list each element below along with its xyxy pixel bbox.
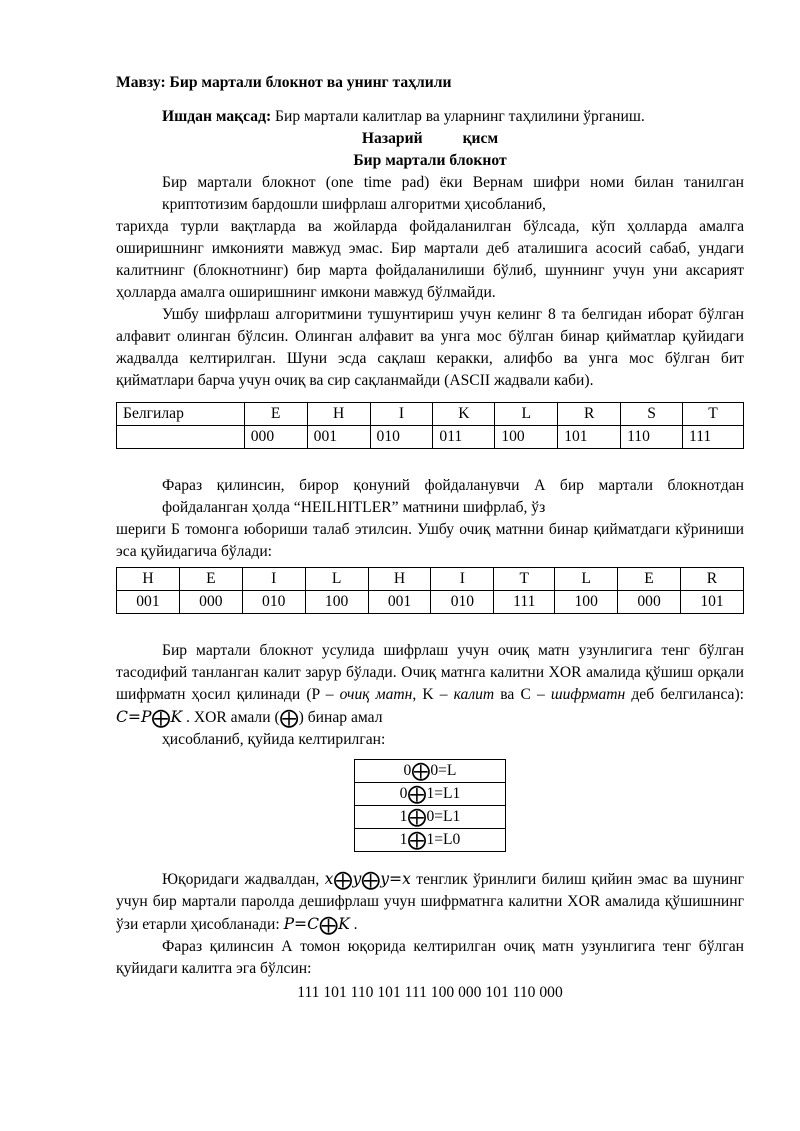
xor-table-wrapper [116, 759, 744, 852]
xor-symbol: ⨁ [279, 707, 299, 729]
objective-paragraph [116, 106, 744, 128]
table-cell: 0⨁1=L1 [355, 783, 506, 806]
table-row [355, 806, 506, 829]
table-cell: L [495, 403, 558, 426]
table-cell: 000 [618, 591, 681, 614]
para4-tail: ҳисобланиб, қуйида келтирилган: [162, 731, 386, 748]
para4-text-b: , K – [412, 686, 454, 703]
plaintext-table [116, 567, 744, 614]
topic-title: Мавзу: Бир мартали блокнот ва унинг таҳлили [116, 74, 452, 91]
objective-label: Ишдан мақсад: [162, 108, 272, 125]
table-row [355, 783, 506, 806]
para4-text-a: Бир мартали блокнот усулида шифрлаш учун очиқ матн узунлигига тенг бўлган тасодифий танланган калит зарур бўлади. Очиқ матнга калитни XOR амалида қўшиш орқали шифрматн ҳосил қилинади (P – [116, 642, 744, 703]
decryption-formula: P=C⨁K [283, 914, 350, 936]
table-row [117, 591, 744, 614]
para4-p-definition: очиқ матн [339, 686, 413, 703]
table-cell [117, 426, 245, 449]
para4-text-e: . XOR амали ( [182, 709, 280, 726]
para5-text-b: тенглик ўринлиги билиш қийин эмас ва шунинг учун бир мартали паролда дешифрлаш учун шифрматнга калитни XOR амалида қўшишнинг ўзи етарли ҳисобланади: [116, 871, 744, 933]
para3-rest: шериги Б томонга юбориши талаб этилсин. Ушбу очиқ матнни бинар қийматдаги кўриниши эса қуйидагича бўлади: [116, 521, 744, 560]
xor-symbol: ⨁ [407, 829, 427, 851]
table-cell: 100 [305, 591, 368, 614]
xor-symbol: ⨁ [361, 869, 381, 891]
para4 [116, 640, 744, 729]
table-header-cell: Белгилар [117, 403, 245, 426]
alphabet-table [116, 402, 744, 449]
table-cell: 000 [179, 591, 242, 614]
para5-text-a: Юқоридаги жадвалдан, [162, 871, 325, 888]
para4-k-definition: калит [453, 686, 495, 703]
table-row [117, 568, 744, 591]
xor-identity-formula: x⨁y⨁y=x [324, 869, 411, 891]
table-cell: I [431, 568, 494, 591]
table-cell: I [242, 568, 305, 591]
xor-symbol: ⨁ [407, 806, 427, 828]
para4-c-definition: шифрматн [550, 686, 626, 703]
table-cell: 010 [431, 591, 494, 614]
section-heading [116, 128, 744, 150]
table-cell: R [681, 568, 744, 591]
para5-text-c: . [349, 916, 358, 933]
section-heading-part1: Назарий [361, 130, 423, 147]
table-row [355, 829, 506, 852]
formula-rhs: K [170, 708, 183, 726]
table-cell: 1⨁0=L1 [355, 806, 506, 829]
table-cell: 000 [244, 426, 307, 449]
table-cell: 0⨁0=L [355, 760, 506, 783]
table-cell: T [682, 403, 743, 426]
table-cell: E [179, 568, 242, 591]
table-cell: S [621, 403, 683, 426]
table-cell: 101 [558, 426, 621, 449]
table-cell: 100 [495, 426, 558, 449]
key-bits: 111 101 110 101 111 100 000 101 110 000 [297, 984, 563, 1001]
para1-first-line: Бир мартали блокнот (one time pad) ёки Вернам шифри номи билан танилган криптотизим бардошли шифрлаш алгоритми ҳисобланиб, [162, 174, 744, 213]
table-cell: H [117, 568, 180, 591]
para4-text-f: ) бинар амал [298, 709, 383, 726]
section-heading-part2: қисм [462, 130, 499, 147]
para2: Ушбу шифрлаш алгоритмини тушунтириш учун келинг 8 та белгидан иборат бўлган алфавит олинган бўлсин. Олинган алфавит ва унга мос бўлган бинар қийматлар қуйидаги жадвалда келтирилган. Шуни эсда сақлаш керакки, алифбо ва унга мос бўлган бит қийматлари барча учун очиқ ва сир сақланмайди (ASCII жадвали каби). [116, 306, 744, 389]
table-cell: L [305, 568, 368, 591]
para4-text-d: деб белгиланса): [625, 686, 744, 703]
table-cell: 010 [242, 591, 305, 614]
table-cell: 001 [368, 591, 431, 614]
table-cell: 001 [307, 426, 370, 449]
table-cell: 1⨁1=L0 [355, 829, 506, 852]
para3-first-line: Фараз қилинсин, бирор қонуний фойдаланувчи А бир мартали блокнотдан фойдаланган ҳолда “HEILHITLER” матнини шифрлаб, ўз [162, 477, 744, 516]
xor-symbol: ⨁ [319, 914, 339, 936]
table-cell: 111 [494, 591, 555, 614]
xor-symbol: ⨁ [333, 869, 353, 891]
table-cell: 110 [621, 426, 683, 449]
xor-truth-table [354, 759, 506, 852]
table-cell: E [244, 403, 307, 426]
table-cell: E [618, 568, 681, 591]
table-cell: H [368, 568, 431, 591]
table-row [117, 403, 744, 426]
para1-rest: тарихда турли вақтларда ва жойларда фойдаланилган бўлсада, кўп ҳолларда амалга оширишнинг имконияти мавжуд эмас. Бир мартали деб аталишига асосий сабаб, ундаги калитнинг (блокнотнинг) бир марта фойдаланилиши бўлиб, шуннинг учун уни аксарият ҳолларда амалга оширишнинг имкони мавжуд бўлмайди. [116, 218, 744, 301]
table-cell: R [558, 403, 621, 426]
table-cell: 001 [117, 591, 180, 614]
table-cell: 100 [555, 591, 618, 614]
table-cell: H [307, 403, 370, 426]
subheading: Бир мартали блокнот [353, 152, 507, 169]
table-cell: L [555, 568, 618, 591]
xor-symbol: ⨁ [411, 760, 431, 782]
encryption-formula [116, 707, 183, 729]
table-cell: 011 [433, 426, 495, 449]
table-row [117, 426, 744, 449]
table-cell: T [494, 568, 555, 591]
document-page [116, 72, 744, 1004]
xor-symbol: ⨁ [151, 707, 171, 729]
para4-text-c: ва С – [494, 686, 551, 703]
para5 [116, 868, 744, 936]
xor-symbol: ⨁ [407, 783, 427, 805]
table-cell: 111 [682, 426, 743, 449]
table-cell: I [370, 403, 433, 426]
para6: Фараз қилинсин А томон юқорида келтирилган очиқ матн узунлигига тенг бўлган қуйидаги калитга эга бўлсин: [116, 938, 744, 977]
table-cell: K [433, 403, 495, 426]
table-row [355, 760, 506, 783]
table-cell: 010 [370, 426, 433, 449]
objective-text: Бир мартали калитлар ва уларнинг таҳлилини ўрганиш. [271, 108, 645, 125]
formula-lhs: C=P [116, 708, 152, 726]
table-cell: 101 [681, 591, 744, 614]
